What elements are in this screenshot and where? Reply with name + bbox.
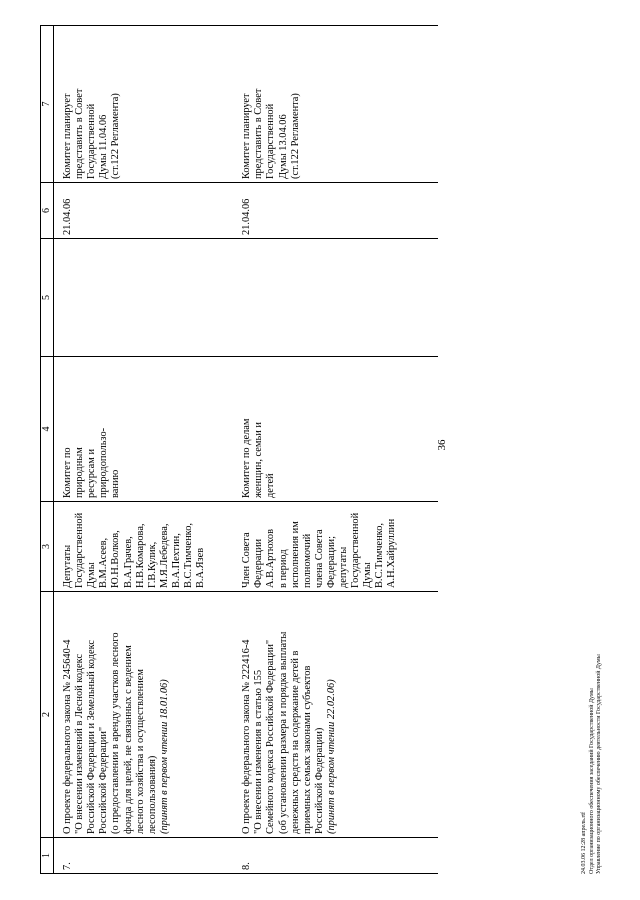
column-header: 1 bbox=[41, 838, 54, 874]
author-line: А.В.Артюхов bbox=[265, 529, 277, 588]
author-line: Федерации; bbox=[325, 536, 337, 588]
author-line: Член Совета bbox=[241, 532, 253, 588]
plan-line: Государственной bbox=[265, 103, 277, 179]
bill-line: (о предоставлении в аренду участков лесного bbox=[110, 632, 122, 834]
item-number: 7. bbox=[54, 838, 208, 874]
column-5-cell bbox=[54, 239, 208, 357]
column-header: 7 bbox=[41, 26, 54, 183]
author-line: Государственной bbox=[74, 512, 86, 588]
committee-line: природопользо- bbox=[98, 427, 110, 498]
author-line: Государственной bbox=[350, 512, 362, 588]
author-line: В.А.Язев bbox=[195, 547, 207, 588]
column-header: 2 bbox=[41, 592, 54, 838]
plan-note bbox=[207, 26, 438, 183]
document-footer bbox=[581, 654, 604, 874]
author-line: Думы bbox=[362, 562, 374, 588]
author-line: Н.В.Комарова, bbox=[134, 523, 146, 588]
bill-authors bbox=[207, 502, 438, 592]
column-header: 3 bbox=[41, 502, 54, 592]
bill-line: фонда для целей, не связанных с ведением bbox=[122, 645, 134, 834]
date-cell: 21.04.06 bbox=[207, 183, 438, 239]
bill-description bbox=[54, 592, 208, 838]
column-header: 6 bbox=[41, 183, 54, 239]
author-line: В.М.Асеев, bbox=[98, 537, 110, 588]
table-row bbox=[54, 26, 208, 874]
bill-authors bbox=[54, 502, 208, 592]
plan-line: Думы 11.04.06 bbox=[98, 114, 110, 179]
author-line: В.А.Грачев, bbox=[122, 536, 134, 588]
item-number: 8. bbox=[207, 838, 438, 874]
author-line: члена Совета bbox=[313, 529, 325, 588]
table-row bbox=[207, 26, 438, 874]
bill-line: приемных семьях законами субъектов bbox=[301, 665, 313, 834]
responsible-committee bbox=[54, 357, 208, 502]
footer-line: 24.03.06 12:28 апрель.rtf bbox=[581, 811, 587, 874]
bill-line: "О внесении изменения в статью 155 bbox=[253, 669, 265, 834]
bill-line: О проекте федерального закона № 245640-4 bbox=[62, 639, 74, 834]
author-line: А.Н.Хайруллин bbox=[386, 518, 398, 588]
committee-line: Комитет по делам bbox=[241, 418, 253, 498]
plan-line: Комитет планирует bbox=[62, 93, 74, 179]
bill-line: лесного хозяйства и осуществлением bbox=[134, 669, 146, 834]
plan-note bbox=[54, 26, 208, 183]
committee-line: детей bbox=[265, 473, 277, 498]
plan-line: (ст.122 Регламента) bbox=[289, 93, 301, 179]
committee-line: природным bbox=[74, 447, 86, 498]
author-line: Думы bbox=[86, 562, 98, 588]
author-line: В.С.Тимченко, bbox=[374, 523, 386, 588]
committee-line: Комитет по bbox=[62, 447, 74, 498]
bill-line: Российской Федерации) bbox=[313, 727, 325, 834]
reading-note: (принят в первом чтении 18.01.06) bbox=[158, 679, 170, 834]
author-line: Г.В.Кулик, bbox=[146, 541, 158, 588]
footer-line: Управление по организационному обеспечению деятельности Государственной Думы bbox=[596, 654, 602, 874]
agenda-table bbox=[40, 25, 438, 874]
bill-line: Российской Федерации" bbox=[98, 726, 110, 834]
author-line: исполнения им bbox=[289, 521, 301, 588]
page-number: 36 bbox=[436, 439, 448, 451]
reading-note: (принят в первом чтении 22.02.06) bbox=[325, 679, 337, 834]
author-line: в период bbox=[277, 549, 289, 588]
author-line: В.С.Тимченко, bbox=[183, 523, 195, 588]
bill-line: лесопользования) bbox=[146, 755, 158, 834]
header-row bbox=[41, 26, 54, 874]
author-line: Федерации bbox=[253, 538, 265, 588]
bill-line: денежных средств на содержание детей в bbox=[289, 650, 301, 834]
bill-line: (об установлении размера и порядка выплаты bbox=[277, 631, 289, 834]
committee-line: ванию bbox=[110, 469, 122, 498]
author-line: М.Я.Лебедева, bbox=[158, 523, 170, 588]
bill-line: Семейного кодекса Российской Федерации" bbox=[265, 639, 277, 834]
column-header: 5 bbox=[41, 239, 54, 357]
plan-line: представить в Совет bbox=[253, 88, 265, 179]
column-header: 4 bbox=[41, 357, 54, 502]
author-line: Депутаты bbox=[62, 544, 74, 588]
plan-line: (ст.122 Регламента) bbox=[110, 93, 122, 179]
committee-line: ресурсам и bbox=[86, 448, 98, 498]
responsible-committee bbox=[207, 357, 438, 502]
author-line: Ю.Н.Волков, bbox=[110, 530, 122, 588]
author-line: В.А.Пехтин, bbox=[170, 533, 182, 588]
bill-line: Российской Федерации и Земельный кодекс bbox=[86, 640, 98, 834]
bill-description bbox=[207, 592, 438, 838]
plan-line: Государственной bbox=[86, 103, 98, 179]
bill-line: О проекте федерального закона № 222416-4 bbox=[241, 639, 253, 834]
footer-line: Отдел организационного обеспечения заседаний Государственной Думы bbox=[588, 688, 595, 874]
date-cell: 21.04.06 bbox=[54, 183, 208, 239]
plan-line: Думы 13.04.06 bbox=[277, 114, 289, 179]
committee-line: женщин, семьи и bbox=[253, 422, 265, 498]
author-line: депутаты bbox=[337, 546, 349, 588]
plan-line: Комитет планирует bbox=[241, 93, 253, 179]
author-line: полномочий bbox=[301, 533, 313, 588]
column-5-cell bbox=[207, 239, 438, 357]
plan-line: представить в Совет bbox=[74, 88, 86, 179]
bill-line: "О внесении изменений в Лесной кодекс bbox=[74, 653, 86, 834]
